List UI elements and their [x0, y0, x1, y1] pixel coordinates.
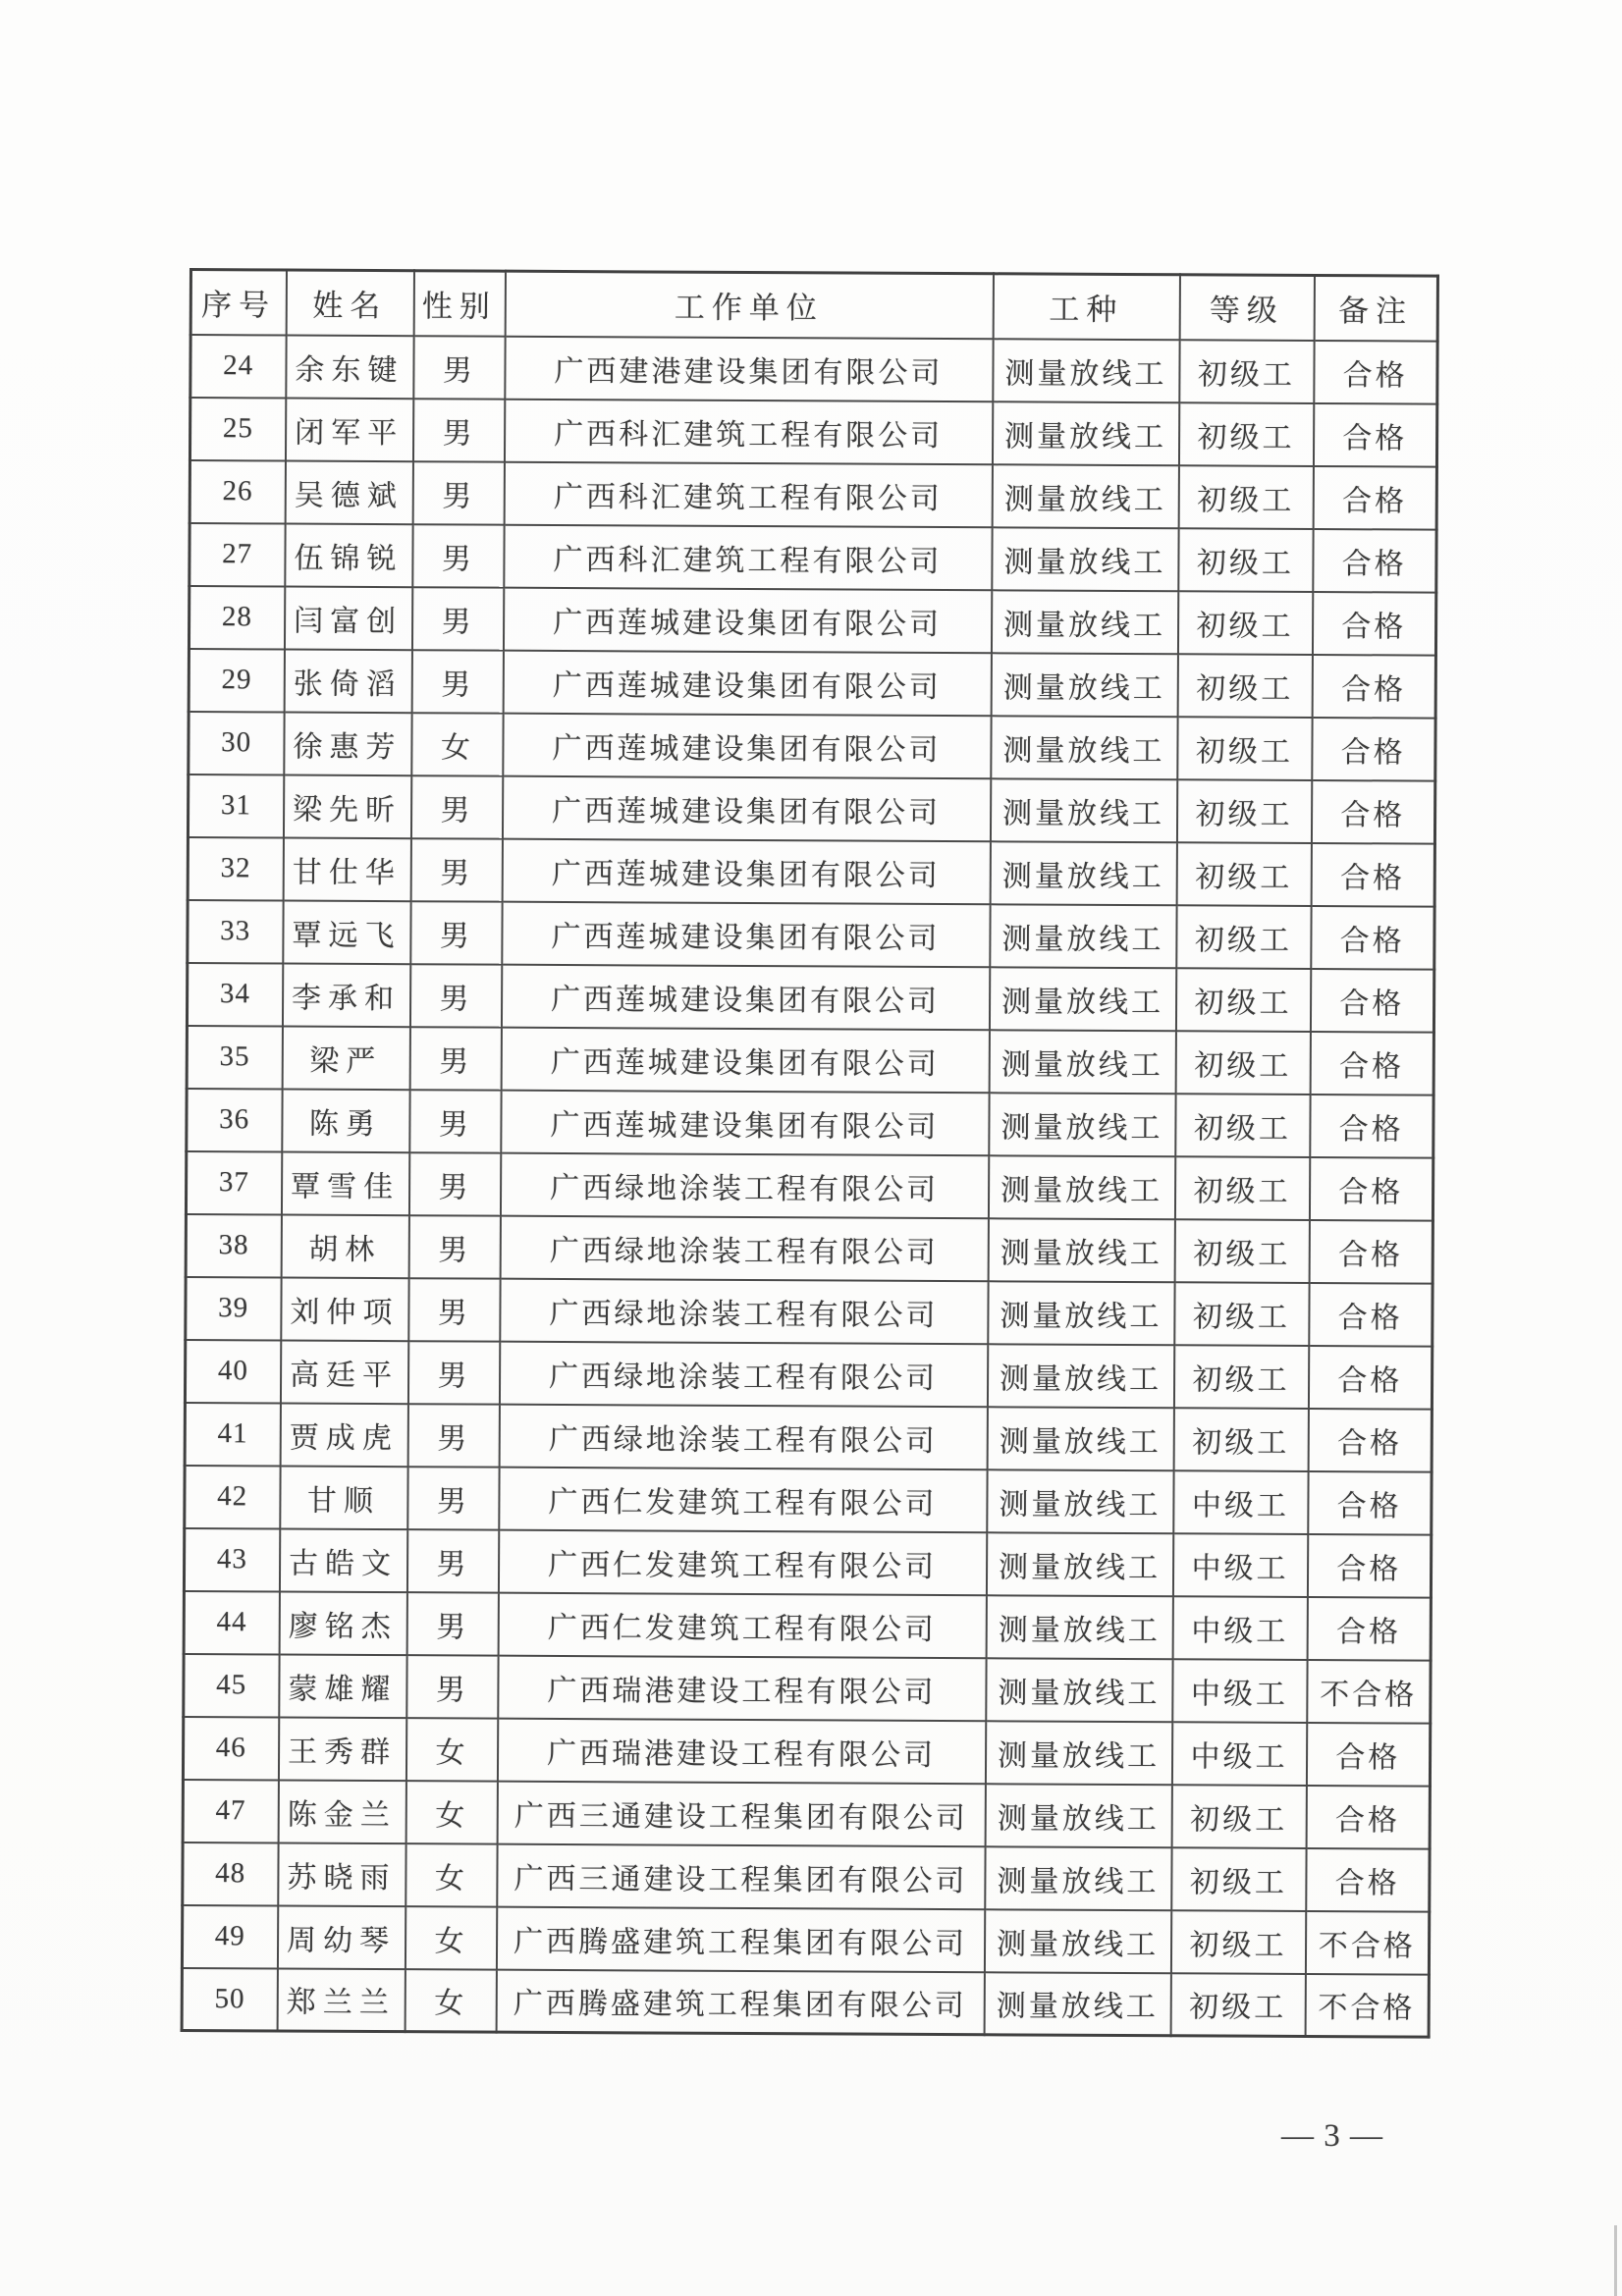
cell-employer: 广西三通建设工程集团有限公司 [497, 1843, 985, 1909]
cell-remark: 合格 [1311, 842, 1434, 906]
cell-gender: 男 [406, 1592, 498, 1655]
cell-name: 甘顺 [280, 1466, 407, 1529]
table-row [185, 1402, 1432, 1471]
cell-level: 初级工 [1176, 842, 1311, 906]
cell-remark: 合格 [1306, 1847, 1430, 1911]
cell-no: 46 [183, 1716, 278, 1780]
cell-no: 25 [189, 398, 285, 461]
table-row [184, 1527, 1431, 1597]
cell-name: 贾成虎 [280, 1403, 407, 1467]
cell-no: 47 [183, 1779, 278, 1842]
cell-gender: 男 [410, 901, 502, 964]
column-header-no: 序号 [190, 270, 286, 336]
cell-level: 初级工 [1175, 968, 1310, 1032]
table-body [182, 335, 1437, 2038]
cell-no: 42 [185, 1465, 280, 1528]
cell-employer: 广西莲城建设集团有限公司 [502, 901, 990, 967]
cell-level: 初级工 [1178, 402, 1313, 466]
cell-name: 李承和 [282, 963, 409, 1027]
column-header-gender: 性别 [413, 271, 505, 336]
cell-no: 26 [189, 460, 285, 524]
cell-level: 初级工 [1176, 905, 1311, 969]
cell-name: 覃远飞 [283, 900, 410, 964]
cell-remark: 合格 [1308, 1345, 1432, 1409]
table-row [187, 962, 1433, 1032]
cell-gender: 男 [407, 1341, 499, 1404]
cell-level: 初级工 [1171, 1785, 1306, 1848]
cell-name: 吴德斌 [285, 460, 412, 524]
table-header [190, 270, 1437, 342]
cell-name: 陈金兰 [278, 1780, 406, 1843]
cell-name: 张倚滔 [284, 649, 411, 713]
cell-no: 45 [184, 1653, 279, 1717]
cell-name: 闭军平 [285, 398, 412, 461]
cell-trade: 测量放线工 [988, 1155, 1174, 1219]
cell-level: 中级工 [1172, 1596, 1307, 1660]
header-row [190, 270, 1437, 342]
cell-employer: 广西瑞港建设工程有限公司 [497, 1718, 985, 1784]
cell-no: 43 [184, 1527, 279, 1591]
cell-employer: 广西绿地涂装工程有限公司 [499, 1341, 987, 1407]
cell-employer: 广西科汇建筑工程有限公司 [504, 399, 992, 464]
table-row [183, 1779, 1430, 1848]
cell-remark: 合格 [1312, 717, 1435, 780]
cell-gender: 男 [409, 1090, 501, 1152]
cell-trade: 测量放线工 [989, 967, 1175, 1031]
cell-trade: 测量放线工 [991, 653, 1177, 717]
cell-trade: 测量放线工 [988, 1281, 1174, 1345]
cell-remark: 合格 [1306, 1722, 1430, 1786]
cell-remark: 合格 [1309, 1282, 1433, 1346]
cell-employer: 广西莲城建设集团有限公司 [502, 838, 990, 904]
cell-gender: 女 [406, 1781, 497, 1843]
cell-name: 蒙雄耀 [279, 1654, 406, 1718]
cell-level: 初级工 [1175, 1094, 1310, 1157]
cell-remark: 合格 [1311, 779, 1434, 843]
cell-trade: 测量放线工 [992, 464, 1178, 528]
cell-name: 廖铭杰 [279, 1591, 406, 1655]
cell-employer: 广西莲城建设集团有限公司 [503, 587, 991, 653]
cell-gender: 男 [407, 1467, 499, 1529]
cell-gender: 男 [408, 1152, 500, 1215]
cell-no: 31 [188, 774, 283, 838]
cell-trade: 测量放线工 [984, 1909, 1170, 1973]
cell-no: 37 [186, 1150, 281, 1214]
cell-no: 50 [182, 1967, 277, 2031]
cell-trade: 测量放线工 [992, 527, 1178, 591]
cell-level: 初级工 [1177, 717, 1312, 780]
cell-employer: 广西瑞港建设工程有限公司 [498, 1655, 986, 1721]
cell-trade: 测量放线工 [987, 1344, 1173, 1408]
cell-gender: 男 [410, 838, 502, 901]
cell-employer: 广西莲城建设集团有限公司 [502, 775, 990, 841]
cell-no: 44 [184, 1590, 279, 1654]
cell-gender: 男 [406, 1529, 498, 1592]
table-row [186, 1150, 1433, 1220]
cell-gender: 男 [407, 1404, 499, 1467]
cell-trade: 测量放线工 [985, 1784, 1171, 1847]
cell-remark: 合格 [1312, 591, 1435, 655]
table-row [185, 1339, 1432, 1409]
cell-employer: 广西莲城建设集团有限公司 [501, 1027, 989, 1093]
cell-employer: 广西仁发建筑工程有限公司 [499, 1467, 987, 1532]
cell-remark: 合格 [1306, 1785, 1430, 1848]
cell-level: 初级工 [1170, 1910, 1305, 1974]
cell-no: 35 [187, 1025, 282, 1089]
table-row [189, 649, 1435, 719]
cell-name: 古皓文 [279, 1528, 406, 1592]
cell-trade: 测量放线工 [990, 841, 1176, 905]
cell-employer: 广西腾盛建筑工程集团有限公司 [496, 1969, 984, 2035]
cell-employer: 广西科汇建筑工程有限公司 [504, 461, 992, 527]
table-row [188, 774, 1434, 844]
cell-no: 38 [186, 1213, 281, 1277]
cell-remark: 合格 [1307, 1533, 1431, 1597]
cell-level: 中级工 [1172, 1533, 1307, 1597]
cell-no: 41 [185, 1402, 280, 1466]
cell-trade: 测量放线工 [989, 1030, 1175, 1094]
cell-level: 初级工 [1173, 1408, 1308, 1471]
cell-gender: 男 [410, 775, 502, 838]
cell-remark: 合格 [1313, 528, 1436, 592]
cell-no: 36 [187, 1088, 282, 1151]
column-header-employer: 工作单位 [505, 271, 993, 339]
cell-name: 周幼琴 [277, 1905, 405, 1969]
cell-level: 初级工 [1170, 1973, 1305, 2037]
cell-remark: 合格 [1314, 340, 1437, 403]
column-header-remark: 备注 [1314, 275, 1437, 341]
cell-level: 初级工 [1174, 1282, 1309, 1346]
cell-remark: 合格 [1309, 1219, 1433, 1283]
cell-trade: 测量放线工 [990, 778, 1176, 842]
cell-employer: 广西绿地涂装工程有限公司 [500, 1278, 988, 1344]
cell-trade: 测量放线工 [986, 1658, 1172, 1722]
table-row [188, 836, 1434, 906]
table-row [187, 1025, 1433, 1095]
table-row [185, 1465, 1432, 1534]
cell-no: 40 [185, 1339, 280, 1403]
cell-employer: 广西莲城建设集团有限公司 [503, 650, 991, 716]
cell-employer: 广西绿地涂装工程有限公司 [499, 1404, 987, 1469]
cell-employer: 广西腾盛建筑工程集团有限公司 [496, 1906, 984, 1972]
cell-trade: 测量放线工 [985, 1846, 1171, 1910]
cell-gender: 男 [408, 1278, 500, 1341]
cell-name: 覃雪佳 [281, 1151, 408, 1215]
cell-no: 27 [189, 523, 285, 587]
cell-trade: 测量放线工 [993, 339, 1179, 402]
cell-employer: 广西莲城建设集团有限公司 [503, 713, 991, 778]
cell-name: 伍锦锐 [285, 523, 412, 587]
cell-gender: 男 [409, 1027, 501, 1090]
cell-remark: 合格 [1311, 905, 1434, 969]
cell-remark: 合格 [1313, 465, 1436, 529]
cell-remark: 合格 [1308, 1408, 1432, 1471]
cell-name: 王秀群 [278, 1717, 406, 1781]
cell-name: 梁先昕 [283, 774, 410, 838]
cell-employer: 广西绿地涂装工程有限公司 [500, 1215, 988, 1281]
cell-trade: 测量放线工 [986, 1595, 1172, 1659]
cell-trade: 测量放线工 [988, 1218, 1174, 1282]
column-header-trade: 工种 [993, 274, 1179, 340]
table-row [182, 1904, 1429, 1974]
cell-remark: 合格 [1310, 1094, 1433, 1157]
table-row [186, 1213, 1433, 1283]
cell-employer: 广西仁发建筑工程有限公司 [498, 1592, 986, 1658]
cell-level: 初级工 [1175, 1031, 1310, 1095]
cell-level: 初级工 [1177, 591, 1312, 655]
cell-employer: 广西科汇建筑工程有限公司 [504, 524, 992, 590]
cell-remark: 合格 [1310, 968, 1433, 1032]
table-row [189, 523, 1436, 593]
table-row [189, 712, 1435, 781]
cell-remark: 合格 [1312, 654, 1435, 718]
cell-trade: 测量放线工 [987, 1407, 1173, 1470]
cell-gender: 男 [411, 587, 503, 650]
column-header-name: 姓名 [286, 270, 413, 336]
cell-employer: 广西莲城建设集团有限公司 [501, 1090, 989, 1155]
cell-employer: 广西莲城建设集团有限公司 [501, 964, 989, 1030]
cell-gender: 男 [406, 1655, 498, 1718]
cell-gender: 女 [405, 1969, 496, 2032]
table-row [186, 1276, 1433, 1346]
cell-name: 闫富创 [284, 586, 411, 650]
cell-no: 33 [188, 899, 283, 963]
cell-gender: 女 [406, 1843, 497, 1906]
cell-level: 初级工 [1176, 779, 1311, 843]
cell-trade: 测量放线工 [991, 590, 1177, 654]
cell-level: 中级工 [1172, 1659, 1307, 1723]
cell-gender: 男 [409, 964, 501, 1027]
cell-no: 29 [189, 649, 284, 713]
cell-remark: 合格 [1313, 402, 1436, 466]
cell-no: 32 [188, 836, 283, 900]
page-number: — 3 — [1281, 2118, 1383, 2154]
cell-no: 49 [182, 1904, 277, 1968]
cell-name: 苏晓雨 [278, 1842, 406, 1906]
cell-trade: 测量放线工 [992, 401, 1178, 465]
table-row [189, 586, 1435, 656]
cell-gender: 男 [412, 461, 504, 524]
cell-remark: 不合格 [1305, 1973, 1429, 2037]
cell-gender: 女 [406, 1718, 497, 1781]
cell-level: 初级工 [1178, 528, 1313, 592]
cell-level: 初级工 [1177, 654, 1312, 718]
cell-trade: 测量放线工 [991, 716, 1177, 779]
cell-remark: 不合格 [1305, 1910, 1429, 1974]
cell-trade: 测量放线工 [987, 1469, 1173, 1533]
cell-trade: 测量放线工 [984, 1972, 1170, 2036]
cell-trade: 测量放线工 [990, 904, 1176, 968]
cell-remark: 合格 [1309, 1156, 1433, 1220]
cell-remark: 合格 [1307, 1596, 1431, 1660]
cell-level: 初级工 [1174, 1156, 1309, 1220]
table-row [189, 398, 1436, 467]
cell-gender: 男 [412, 524, 504, 587]
cell-name: 郑兰兰 [277, 1968, 405, 2032]
cell-name: 梁严 [282, 1026, 409, 1090]
table-row [183, 1716, 1430, 1786]
cell-name: 甘仕华 [283, 837, 410, 901]
table-row [190, 335, 1437, 404]
table-row [183, 1842, 1430, 1911]
cell-name: 高廷平 [280, 1340, 407, 1404]
table-row [182, 1967, 1429, 2037]
qualification-roster-table [181, 268, 1439, 2039]
cell-name: 徐惠芳 [284, 712, 411, 775]
cell-level: 初级工 [1173, 1345, 1308, 1409]
cell-no: 34 [187, 962, 282, 1026]
table-row [184, 1653, 1431, 1723]
table-row [189, 460, 1436, 530]
table-row [188, 899, 1434, 969]
cell-no: 48 [183, 1842, 278, 1905]
cell-level: 初级工 [1179, 340, 1314, 403]
cell-level: 中级工 [1171, 1722, 1306, 1786]
cell-employer: 广西建港建设集团有限公司 [505, 336, 993, 401]
scan-edge-artifact [1614, 2225, 1617, 2296]
cell-gender: 女 [411, 713, 503, 775]
cell-name: 陈勇 [282, 1089, 409, 1152]
table-row [187, 1088, 1433, 1157]
cell-remark: 不合格 [1307, 1659, 1431, 1723]
cell-employer: 广西三通建设工程集团有限公司 [497, 1781, 985, 1846]
cell-name: 余东键 [286, 335, 413, 399]
cell-level: 初级工 [1178, 465, 1313, 529]
cell-gender: 男 [411, 650, 503, 713]
cell-name: 刘仲项 [281, 1277, 408, 1341]
cell-no: 24 [190, 335, 286, 399]
cell-no: 30 [189, 712, 284, 775]
cell-remark: 合格 [1310, 1031, 1433, 1095]
cell-trade: 测量放线工 [986, 1532, 1172, 1596]
column-header-level: 等级 [1179, 275, 1314, 341]
cell-name: 胡林 [281, 1214, 408, 1278]
cell-level: 中级工 [1173, 1470, 1308, 1534]
cell-gender: 男 [412, 399, 504, 461]
cell-gender: 男 [408, 1215, 500, 1278]
cell-level: 初级工 [1171, 1847, 1306, 1911]
cell-no: 39 [186, 1276, 281, 1340]
cell-level: 初级工 [1174, 1219, 1309, 1283]
cell-trade: 测量放线工 [985, 1721, 1171, 1785]
cell-gender: 男 [413, 336, 505, 399]
cell-no: 28 [189, 586, 284, 650]
cell-gender: 女 [405, 1906, 496, 1969]
table-row [184, 1590, 1431, 1660]
cell-employer: 广西绿地涂装工程有限公司 [500, 1152, 988, 1218]
cell-employer: 广西仁发建筑工程有限公司 [498, 1529, 986, 1595]
cell-remark: 合格 [1308, 1470, 1432, 1534]
cell-trade: 测量放线工 [989, 1093, 1175, 1156]
